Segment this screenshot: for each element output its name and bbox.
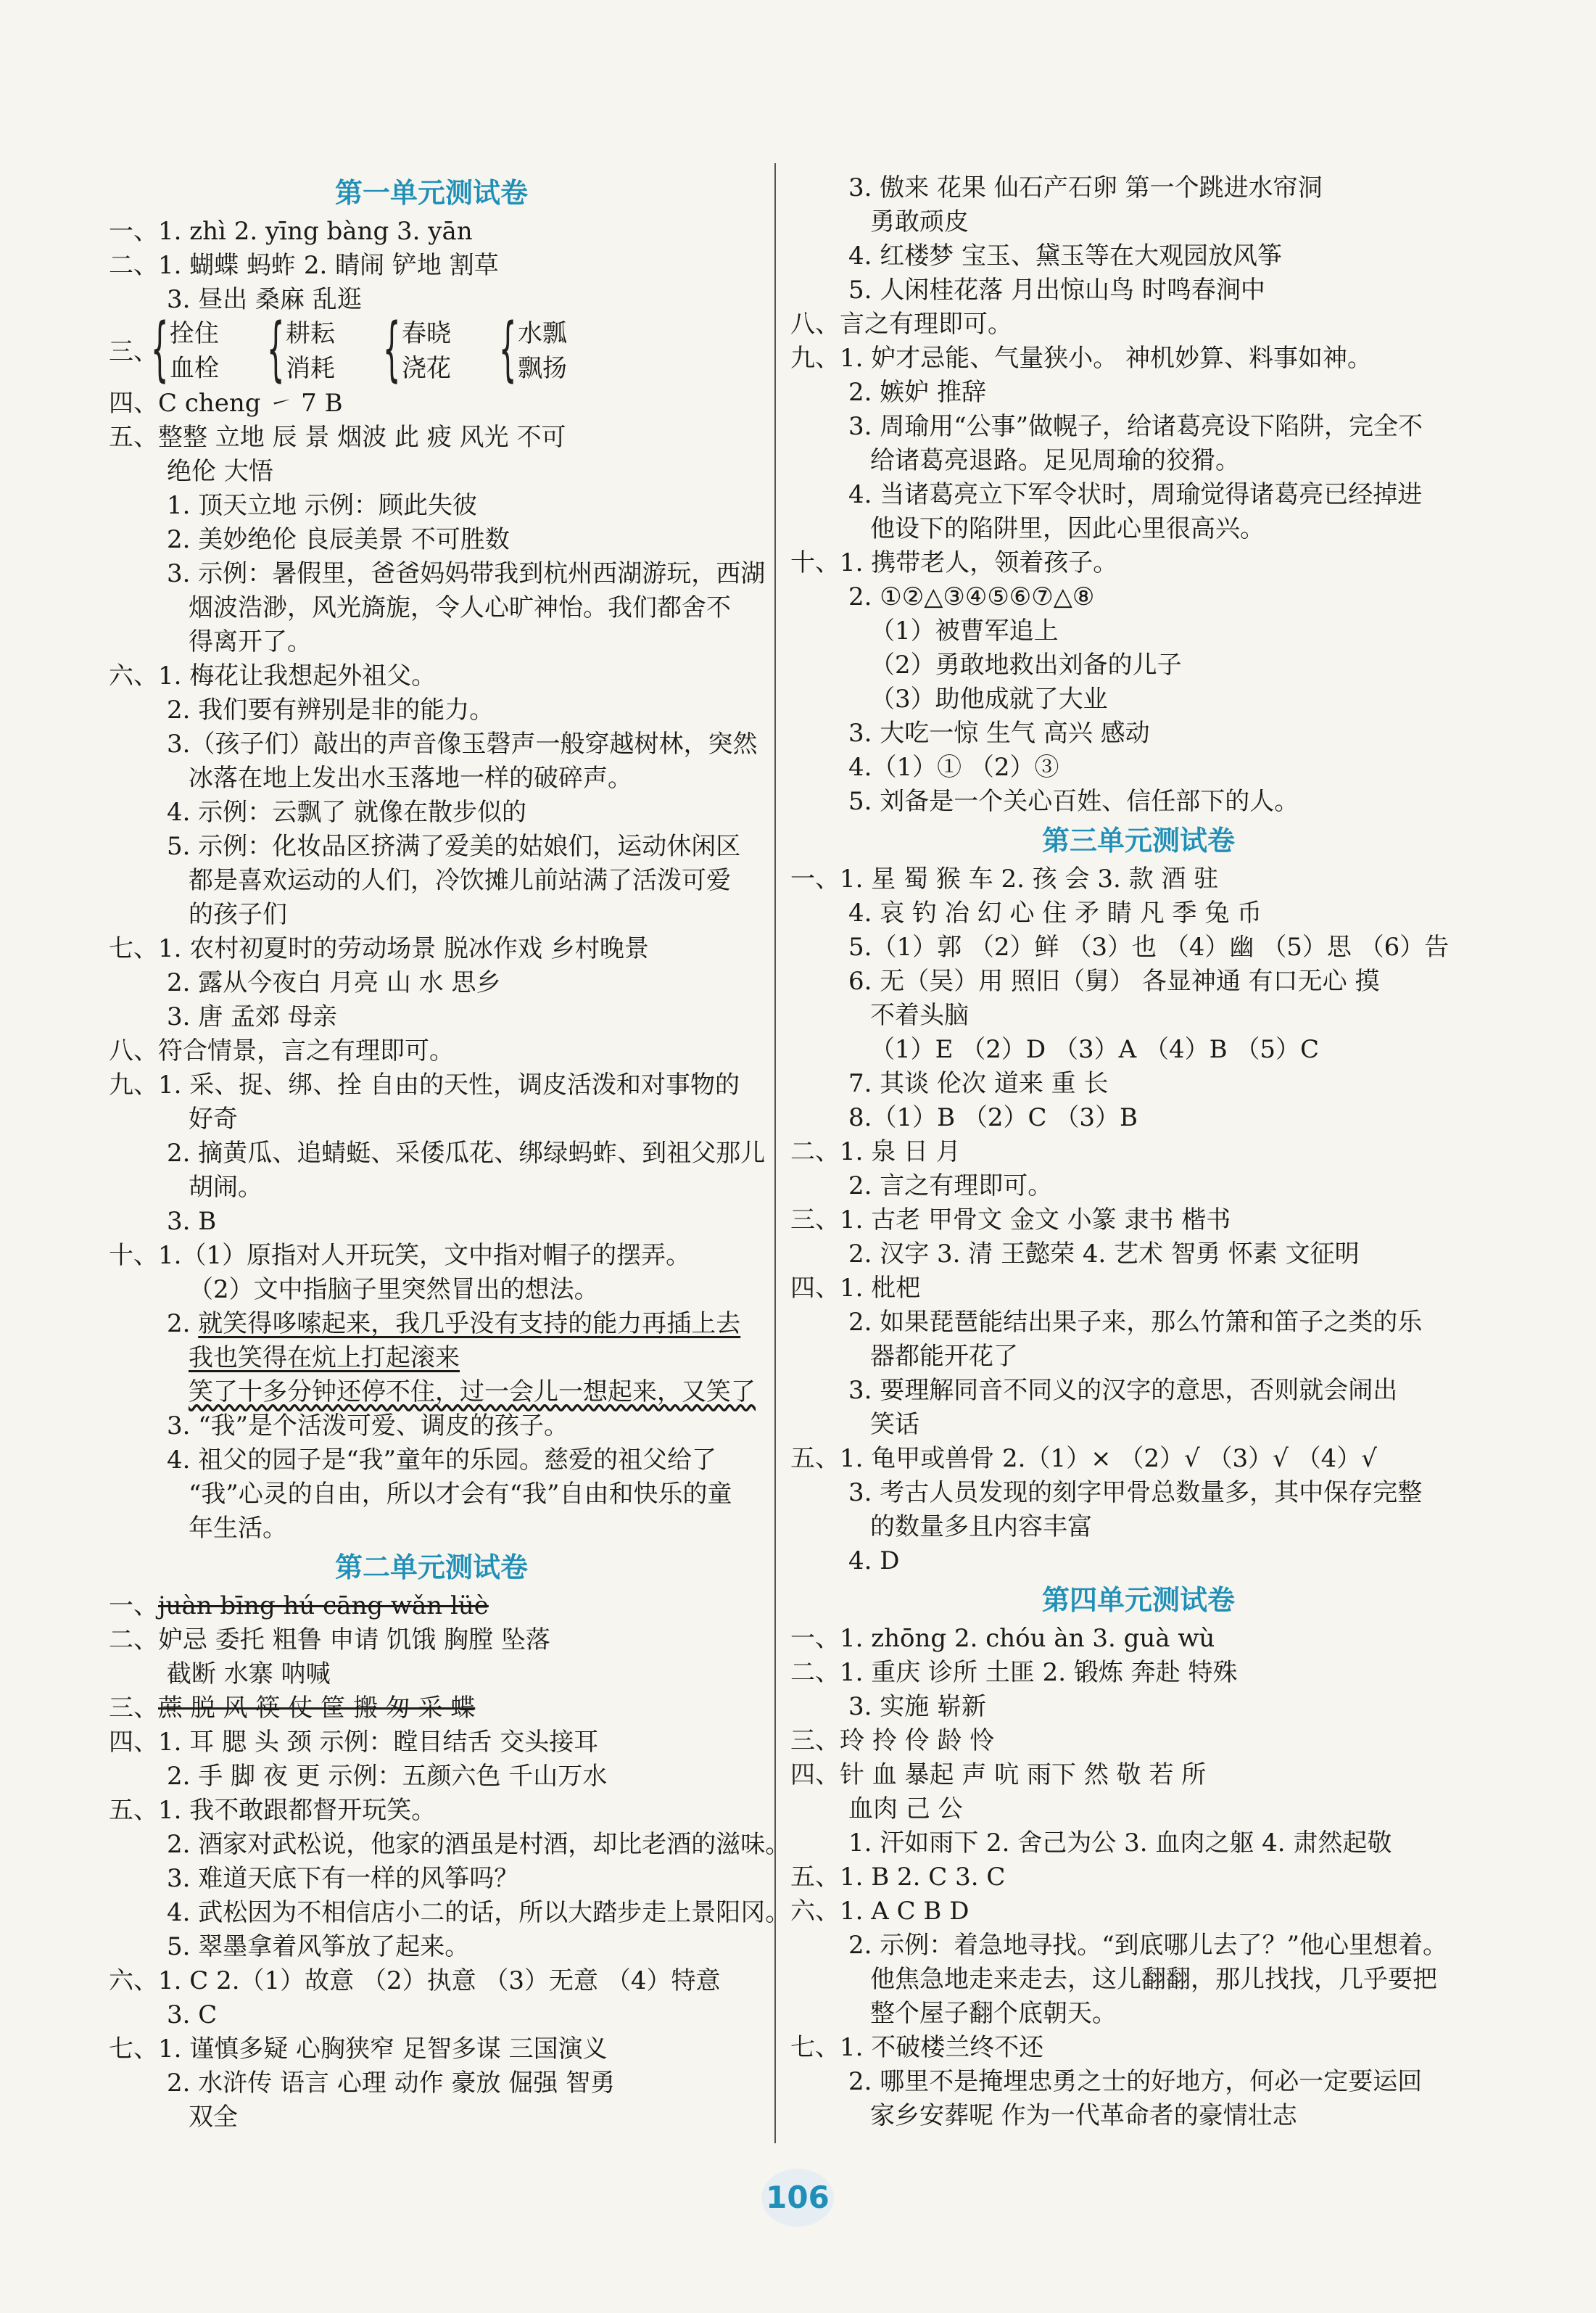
- brace-word: 拴住: [170, 319, 219, 348]
- underlined-sentence: 就笑得哆嗦起来，我几乎没有支持的能力再插上去: [198, 1309, 741, 1338]
- answer-line: 笑话: [870, 1410, 919, 1439]
- brace-icon: {: [383, 308, 401, 389]
- brace-word: 春晓: [402, 319, 451, 348]
- answer-line: 4.（1）① （2）③: [848, 753, 1059, 782]
- answer-line: 四、针 血 暴起 声 吭 雨下 然 敬 若 所: [790, 1760, 1207, 1789]
- unit2-title: 第二单元测试卷: [334, 1551, 528, 1583]
- answer-line: 一、1. zhōng 2. chóu àn 3. guà wù: [790, 1624, 1215, 1653]
- answer-line: 整个屋子翻个底朝天。: [870, 1999, 1117, 2028]
- answer-line: [109, 1341, 754, 1375]
- brace-answer-group: [109, 308, 754, 389]
- answer-line: 五、整整 立地 辰 景 烟波 此 疲 风光 不可: [109, 423, 566, 452]
- answer-line: 3. 唐 孟郊 母亲: [167, 1002, 337, 1031]
- struck-characters: 蔗 脱 风 筷 仗 筐 搬 匆 采 蝶: [158, 1694, 476, 1723]
- answer-line: 3. 考古人员发现的刻字甲骨总数量多，其中保存完整: [848, 1478, 1423, 1507]
- answer-line: 五、1. 我不敢跟都督开玩笑。: [109, 1796, 437, 1825]
- answer-line: 4. 祖父的园子是“我”童年的乐园。慈爱的祖父给了: [167, 1446, 717, 1475]
- answer-line: 七、1. 农村初夏时的劳动场景 脱冰作戏 乡村晚景: [109, 934, 649, 963]
- answer-line: “我”心灵的自由，所以才会有“我”自由和快乐的童: [189, 1480, 732, 1509]
- answer-line: 六、1. A C B D: [790, 1897, 969, 1926]
- answer-line: [109, 1375, 754, 1409]
- answer-line: 三、1. 古老 甲骨文 金文 小篆 隶书 楷书: [790, 1205, 1231, 1234]
- answer-line: 好奇: [189, 1105, 238, 1134]
- answer-line: [109, 1691, 754, 1726]
- answer-line: 2. 如果琵琶能结出果子来，那么竹箫和笛子之类的乐: [848, 1308, 1423, 1337]
- answer-line: 七、1. 不破楼兰终不还: [790, 2033, 1044, 2062]
- answer-line: 3. 昼出 桑麻 乱逛: [167, 285, 362, 314]
- answer-line: 3. 要理解同音不同义的汉字的意思，否则就会闹出: [848, 1376, 1398, 1405]
- answer-line: 4. 当诸葛亮立下军令状时，周瑜觉得诸葛亮已经掉进: [848, 480, 1423, 509]
- answer-line: 2. 嫉妒 推辞: [848, 378, 987, 407]
- page-number: 106: [761, 2169, 834, 2227]
- answer-line: 8.（1）B （2）C （3）B: [848, 1103, 1138, 1132]
- answer-line: 二、妒忌 委托 粗鲁 申请 饥饿 胸膛 坠落: [109, 1625, 550, 1654]
- answer-line: 5. 示例：化妆品区挤满了爱美的姑娘们，运动休闲区: [167, 832, 741, 861]
- answer-line: 2. ①②△③④⑤⑥⑦△⑧: [848, 582, 1095, 611]
- answer-line: 3. 示例：暑假里，爸爸妈妈带我到杭州西湖游玩，西湖: [167, 559, 766, 588]
- answer-line: 得离开了。: [189, 627, 312, 656]
- answer-line: （2）勇敢地救出刘备的儿子: [870, 651, 1182, 680]
- answer-line: 3. “我”是个活泼可爱、调皮的孩子。: [167, 1411, 569, 1440]
- answer-line: 2. 露从今夜白 月亮 山 水 思乡: [167, 968, 501, 997]
- answer-line: 给诸葛亮退路。足见周瑜的狡猾。: [870, 446, 1240, 475]
- brace-word: 血栓: [170, 354, 219, 383]
- answer-line: 年生活。: [189, 1514, 287, 1543]
- answer-line: 3. B: [167, 1207, 217, 1236]
- answer-line: 四、C cheng ㇀ 7 B: [109, 389, 343, 418]
- answer-line: 3. 实施 崭新: [848, 1692, 987, 1721]
- answer-lead: 三、: [109, 337, 158, 366]
- answer-line: 5.（1）郭 （2）鲜 （3）也 （4）幽 （5）思 （6）告: [848, 933, 1450, 962]
- answer-line: 六、1. 梅花让我想起外祖父。: [109, 661, 437, 690]
- answer-line: [109, 1589, 754, 1623]
- brace-word: 水瓢: [518, 319, 567, 348]
- answer-line: 5. 刘备是一个关心百姓、信任部下的人。: [848, 787, 1299, 816]
- answer-line: （1）E （2）D （3）A （4）B （5）C: [870, 1035, 1320, 1064]
- brace-word: 飘扬: [518, 354, 567, 383]
- answer-line: [109, 1307, 754, 1341]
- answer-line: 不着头脑: [870, 1001, 969, 1030]
- answer-line: 5. 翠墨拿着风筝放了起来。: [167, 1932, 470, 1961]
- answer-line: 器都能开花了: [870, 1342, 1018, 1371]
- answer-line: 4. 哀 钓 冶 幻 心 住 矛 睛 凡 季 兔 币: [848, 899, 1262, 928]
- answer-line: 2. 言之有理即可。: [848, 1171, 1053, 1200]
- answer-line: 4. 武松因为不相信店小二的话，所以大踏步走上景阳冈。: [167, 1898, 790, 1927]
- answer-line: 勇敢顽皮: [870, 207, 969, 236]
- answer-line: 双全: [189, 2103, 238, 2132]
- answer-line: 八、符合情景，言之有理即可。: [109, 1036, 454, 1065]
- answer-line: 2. 美妙绝伦 良辰美景 不可胜数: [167, 525, 510, 554]
- answer-line: 九、1. 采、捉、绑、拴 自由的天性，调皮活泼和对事物的: [109, 1071, 740, 1100]
- answer-line: 八、言之有理即可。: [790, 310, 1012, 339]
- answer-line: 他焦急地走来走去，这儿翻翻，那儿找找，几乎要把: [870, 1965, 1437, 1994]
- brace-icon: {: [267, 308, 285, 389]
- unit3-title: 第三单元测试卷: [1041, 825, 1235, 857]
- answer-line: 他设下的陷阱里，因此心里很高兴。: [870, 514, 1265, 543]
- answer-line: 血肉 己 公: [848, 1794, 963, 1823]
- brace-word: 浇花: [402, 354, 451, 383]
- answer-line: 4. 红楼梦 宝玉、黛玉等在大观园放风筝: [848, 242, 1283, 271]
- answer-line: 2. 摘黄瓜、追蜻蜓、采倭瓜花、绑绿蚂蚱、到祖父那儿: [167, 1139, 766, 1168]
- answer-line: 3. 周瑜用“公事”做幌子，给诸葛亮设下陷阱，完全不: [848, 412, 1423, 441]
- answer-line: （1）被曹军追上: [870, 617, 1059, 646]
- answer-line: 四、1. 枇杷: [790, 1274, 921, 1303]
- answer-line: 2. 我们要有辨别是非的能力。: [167, 696, 495, 725]
- answer-line: 二、1. 蝴蝶 蚂蚱 2. 睛闹 铲地 割草: [109, 251, 499, 280]
- answer-number: 2.: [167, 1309, 199, 1338]
- answer-line: 一、1. zhì 2. yīng bàng 3. yān: [109, 217, 473, 246]
- answer-line: 胡闹。: [189, 1173, 262, 1202]
- answer-line: 2. 示例：着急地寻找。“到底哪儿去了？”他心里想着。: [848, 1931, 1448, 1960]
- unit4-title: 第四单元测试卷: [1041, 1584, 1235, 1616]
- answer-line: 6. 无（吴）用 照旧（舅） 各显神通 有口无心 摸: [848, 967, 1380, 996]
- answer-line: 六、1. C 2.（1）故意 （2）执意 （3）无意 （4）特意: [109, 1966, 721, 1995]
- answer-line: （3）助他成就了大业: [870, 685, 1108, 714]
- answer-line: 绝伦 大悟: [167, 457, 273, 486]
- answer-line: 1. 顶天立地 示例：顾此失彼: [167, 491, 478, 520]
- answer-line: 2. 手 脚 夜 更 示例：五颜六色 千山万水: [167, 1762, 608, 1791]
- answer-line: 冰落在地上发出水玉落地一样的破碎声。: [189, 764, 632, 793]
- answer-line: 烟波浩渺，风光旖旎，令人心旷神怡。我们都舍不: [189, 593, 731, 622]
- answer-line: 三、玲 拎 伶 龄 怜: [790, 1726, 995, 1755]
- wavy-underlined-sentence: 笑了十多分钟还停不住，过一会儿一想起来，又笑了: [189, 1377, 756, 1406]
- answer-line: 截断 水寨 呐喊: [167, 1659, 331, 1689]
- answer-line: 7. 其谈 伦次 道来 重 长: [848, 1069, 1109, 1098]
- answer-line: 2. 水浒传 语言 心理 动作 豪放 倔强 智勇: [167, 2069, 616, 2098]
- answer-line: 七、1. 谨慎多疑 心胸狭窄 足智多谋 三国演义: [109, 2034, 608, 2063]
- answer-line: 二、1. 重庆 诊所 土匪 2. 锻炼 奔赴 特殊: [790, 1658, 1238, 1687]
- brace-word: 消耗: [286, 354, 335, 383]
- answer-line: 二、1. 泉 日 月: [790, 1137, 961, 1166]
- answer-line: 的数量多且内容丰富: [870, 1512, 1092, 1541]
- answer-line: 的孩子们: [189, 900, 287, 929]
- answer-lead: 三、: [109, 1694, 158, 1723]
- answer-line: 九、1. 妒才忌能、气量狭小。 神机妙算、料事如神。: [790, 344, 1373, 373]
- answer-line: 都是喜欢运动的人们，冷饮摊儿前站满了活泼可爱: [189, 866, 731, 895]
- answer-line: 3. 傲来 花果 仙石产石卵 第一个跳进水帘洞: [848, 173, 1323, 202]
- answer-line: 十、1.（1）原指对人开玩笑，文中指对帽子的摆弄。: [109, 1241, 691, 1270]
- answer-line: 3. 难道天底下有一样的风筝吗？: [167, 1864, 519, 1893]
- brace-icon: {: [499, 308, 517, 389]
- answer-line: 3.（孩子们）敲出的声音像玉磬声一般穿越树林，突然: [167, 730, 758, 759]
- answer-line: 家乡安葬呢 作为一代革命者的豪情壮志: [870, 2101, 1297, 2130]
- answer-line: 4. D: [848, 1546, 900, 1575]
- right-column: [790, 171, 1487, 2133]
- answer-line: 五、1. B 2. C 3. C: [790, 1863, 1006, 1892]
- answer-line: 五、1. 龟甲或兽骨 2.（1）× （2）√ （3）√ （4）√: [790, 1444, 1377, 1473]
- answer-line: 一、1. 星 蜀 猴 车 2. 孩 会 3. 款 酒 驻: [790, 865, 1219, 894]
- brace-word: 耕耘: [286, 319, 335, 348]
- answer-line: 2. 酒家对武松说，他家的酒虽是村酒，却比老酒的滋味。: [167, 1830, 790, 1859]
- answer-line: 3. 大吃一惊 生气 高兴 感动: [848, 719, 1150, 748]
- answer-line: 四、1. 耳 腮 头 颈 示例：瞠目结舌 交头接耳: [109, 1728, 599, 1757]
- answer-line: 3. C: [167, 2000, 218, 2029]
- answer-line: 2. 汉字 3. 清 王懿荣 4. 艺术 智勇 怀素 文征明: [848, 1240, 1360, 1269]
- answer-line: 十、1. 携带老人，领着孩子。: [790, 548, 1118, 577]
- struck-pinyin: juàn bīng hú cāng wǎn lüè: [158, 1591, 489, 1620]
- answer-lead: 一、: [109, 1591, 158, 1620]
- answer-line: 1. 汗如雨下 2. 舍己为公 3. 血肉之躯 4. 肃然起敬: [848, 1828, 1392, 1858]
- answer-line: 4. 示例：云飘了 就像在散步似的: [167, 798, 527, 827]
- unit1-title: 第一单元测试卷: [334, 177, 528, 209]
- left-column: [109, 171, 790, 2135]
- underlined-sentence: 我也笑得在炕上打起滚来: [189, 1343, 460, 1372]
- answer-line: 5. 人闲桂花落 月出惊山鸟 时鸣春涧中: [848, 276, 1265, 305]
- answer-line: 2. 哪里不是掩埋忠勇之士的好地方，何必一定要运回: [848, 2067, 1423, 2096]
- answer-line: （2）文中指脑子里突然冒出的想法。: [189, 1275, 599, 1304]
- brace-icon: {: [151, 308, 169, 389]
